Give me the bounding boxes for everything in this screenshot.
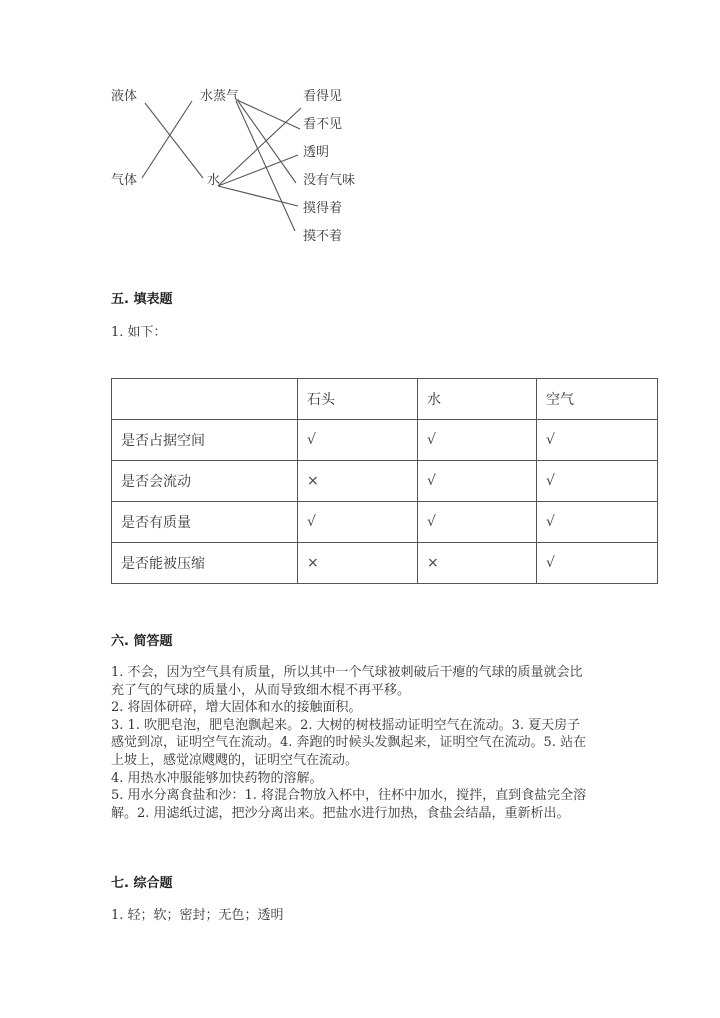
mark-cell: √	[298, 420, 418, 461]
table-row	[112, 420, 658, 461]
section5-intro: 1. 如下：	[111, 325, 167, 340]
table-header-row	[112, 379, 658, 420]
left-label-gas: 气体	[111, 173, 138, 188]
mark-cell: √	[418, 461, 537, 502]
header-cell-stone: 石头	[298, 379, 418, 420]
row-label: 是否占据空间	[112, 420, 298, 461]
mark-cell: √	[537, 420, 658, 461]
mark-cell: ×	[298, 461, 418, 502]
line-watervapor-intangible	[236, 101, 295, 231]
table-row	[112, 543, 658, 584]
mark-cell: √	[298, 502, 418, 543]
section7-answer: 1. 轻；软；密封；无色；透明	[111, 908, 284, 923]
answer-3: 3. 1. 吹肥皂泡，肥皂泡飘起来。2. 大树的树枝摇动证明空气在流动。3. 夏天房子感觉到凉，证明空气在流动。4. 奔跑的时候头发飘起来，证明空气在流动。5. 站在上坡上，感觉凉飕飕的，证明空气在流动。	[111, 717, 587, 768]
mark-cell: ×	[298, 543, 418, 584]
section5-heading: 五. 填表题	[111, 292, 173, 307]
row-label: 是否能被压缩	[112, 543, 298, 584]
table-row	[112, 461, 658, 502]
right-label-odorless: 没有气味	[303, 173, 356, 188]
mark-cell: √	[418, 502, 537, 543]
header-cell-air: 空气	[537, 379, 658, 420]
right-label-visible: 看得见	[303, 89, 343, 104]
connection-lines	[0, 0, 720, 260]
answer-4: 4. 用热水冲服能够加快药物的溶解。	[111, 770, 323, 786]
line-water-transparent	[218, 155, 298, 186]
answer-2: 2. 将固体研碎，增大固体和水的接触面积。	[111, 700, 362, 716]
row-label: 是否会流动	[112, 461, 298, 502]
answer-5: 5. 用水分离食盐和沙：1. 将混合物放入杯中，往杯中加水，搅拌，直到食盐完全溶解。2. 用滤纸过滤，把沙分离出来。把盐水进行加热，食盐会结晶，重新析出。	[111, 788, 587, 821]
answer-1: 1. 不会，因为空气具有质量，所以其中一个气球被刺破后干瘪的气球的质量就会比充了气的气球的质量小，从而导致细木棍不再平移。	[111, 665, 583, 698]
line-water-tangible	[218, 186, 298, 206]
header-cell-empty	[112, 379, 298, 420]
line-liquid-water	[145, 103, 203, 178]
section6-heading: 六. 简答题	[111, 634, 173, 649]
middle-label-water: 水	[207, 173, 221, 188]
mark-cell: √	[537, 543, 658, 584]
mark-cell: √	[418, 420, 537, 461]
header-cell-water: 水	[418, 379, 537, 420]
right-label-invisible: 看不见	[303, 117, 343, 132]
left-label-liquid: 液体	[111, 89, 138, 104]
line-gas-watervapor	[142, 101, 192, 178]
right-label-intangible: 摸不着	[303, 229, 343, 244]
mark-cell: ×	[418, 543, 537, 584]
right-label-transparent: 透明	[303, 145, 330, 160]
mark-cell: √	[537, 502, 658, 543]
section7-heading: 七. 综合题	[111, 876, 173, 891]
row-label: 是否有质量	[112, 502, 298, 543]
table-row	[112, 502, 658, 543]
middle-label-water-vapor: 水蒸气	[200, 89, 240, 104]
right-label-tangible: 摸得着	[303, 201, 343, 216]
properties-table	[111, 378, 658, 584]
mark-cell: √	[537, 461, 658, 502]
line-water-visible	[218, 108, 301, 186]
short-answers	[111, 664, 591, 822]
